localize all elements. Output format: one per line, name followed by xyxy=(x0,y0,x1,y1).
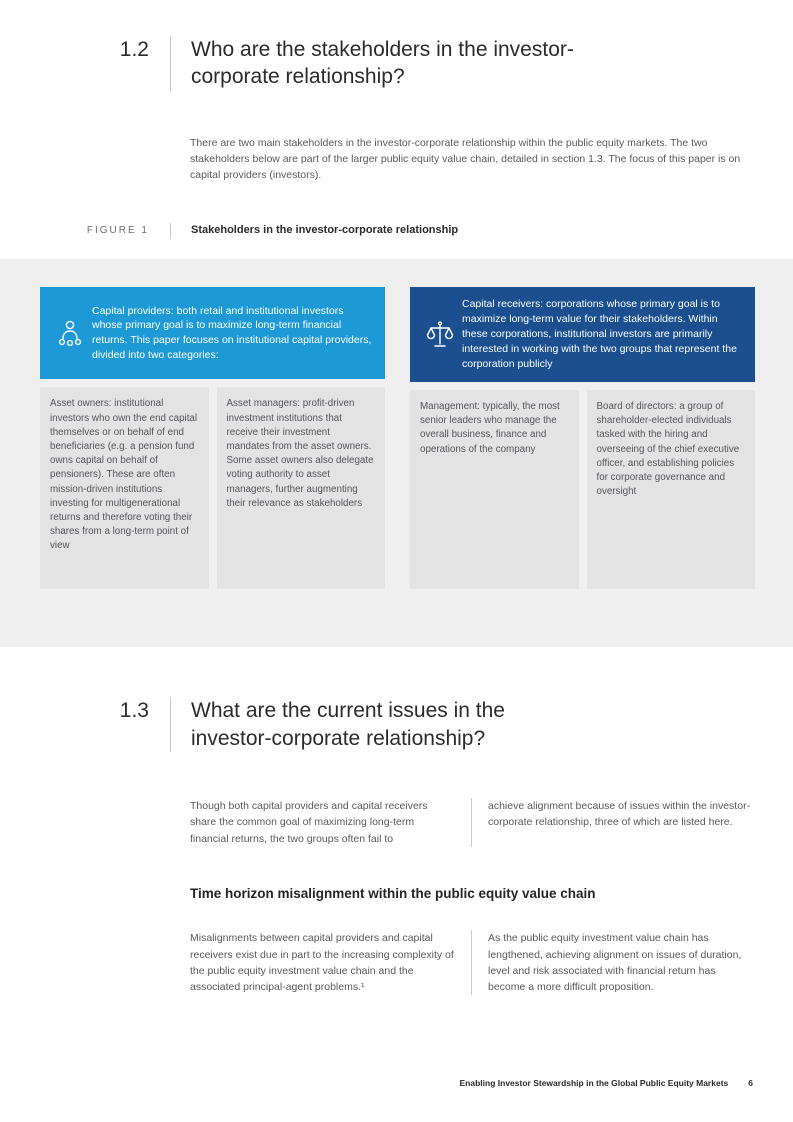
figure-1-caption: Stakeholders in the investor-corporate relationship xyxy=(170,223,458,239)
management-text: Management: typically, the most senior leaders who manage the overall business, finance and operations of the company xyxy=(420,400,560,455)
asset-owners-card xyxy=(40,387,209,589)
section-1-3-number: 1.3 xyxy=(119,699,149,723)
figure-1-caption-row xyxy=(0,223,793,239)
section-1-2-intro: There are two main stakeholders in the investor-corporate relationship within the public equity markets. The two stakeholders below are part of the larger public equity value chain, detailed in section 1.3. The focus of this paper is on capital providers (investors). xyxy=(190,136,741,182)
paragraph-right-column xyxy=(471,930,753,995)
intro-left-text: Though both capital providers and capital receivers share the common goal of maximizing long-term financial returns, the two groups often fail to xyxy=(190,799,428,845)
footer-report-title: Enabling Investor Stewardship in the Global Public Equity Markets xyxy=(459,1078,729,1088)
paragraph-left-column xyxy=(190,930,471,995)
section-1-2-number: 1.2 xyxy=(119,38,149,61)
board-of-directors-card xyxy=(587,390,756,589)
board-of-directors-text: Board of directors: a group of shareholder-elected individuals tasked with the hiring and overseeing of the chief executive officer, and establishing policies for corporate governance and oversight xyxy=(596,400,740,498)
capital-providers-text: Capital providers: both retail and institutional investors whose primary goal is to maximize long-term financial returns. This paper focuses on institutional capital providers, divided into two categories: xyxy=(92,304,372,362)
intro-left-column xyxy=(190,798,471,847)
balance-scales-icon xyxy=(418,319,462,351)
section-1-2-title: Who are the stakeholders in the investor-corporate relationship? xyxy=(170,36,590,91)
capital-providers-cards xyxy=(40,387,385,589)
time-horizon-heading: Time horizon misalignment within the public equity value chain xyxy=(190,885,596,901)
section-1-3-header xyxy=(0,697,793,752)
capital-receivers-column xyxy=(410,287,755,589)
section-1-2-header xyxy=(0,0,793,91)
asset-owners-text: Asset owners: institutional investors who own the end capital themselves or on behalf of end beneficiaries (e.g. a pension fund owns capital on behalf of pensioners). These are often mission-driven institutions investing for multigenerational returns and therefore voting their shares from a long-term point of view xyxy=(50,398,198,552)
capital-providers-column xyxy=(40,287,385,589)
investor-person-icon xyxy=(48,317,92,349)
section-1-3-title: What are the current issues in the investor-corporate relationship? xyxy=(170,697,590,752)
asset-managers-text: Asset managers: profit-driven investment institutions that receive their investment mandates from the asset owners. Some asset owners also delegate voting authority to asset managers, further augmenting their relevance as stakeholders xyxy=(226,398,374,509)
capital-receivers-text: Capital receivers: corporations whose primary goal is to maximize long-term value for their stakeholders. Within these corporations, institutional investors are primarily interested in working with the two groups that represent the corporation publicly xyxy=(462,298,737,371)
figure-1-label: FIGURE 1 xyxy=(86,225,149,237)
page-footer xyxy=(460,1078,753,1088)
asset-managers-card xyxy=(217,387,386,589)
paragraph-left-text: Misalignments between capital providers and capital receivers exist due in part to the increasing complexity of the public equity investment value chain and the associated principal-agent problems.¹ xyxy=(190,932,454,994)
capital-receivers-box xyxy=(410,287,755,382)
page-number: 6 xyxy=(748,1078,753,1088)
paragraph-right-text: As the public equity investment value chain has lengthened, achieving alignment on issues of duration, level and risk associated with financial return has become a more difficult proposition. xyxy=(488,932,742,994)
management-card xyxy=(410,390,579,589)
capital-receivers-cards xyxy=(410,390,755,589)
intro-right-column xyxy=(471,798,753,847)
intro-right-text: achieve alignment because of issues within the investor-corporate relationship, three of which are listed here. xyxy=(488,799,751,829)
figure-1 xyxy=(0,259,793,647)
section-1-3-intro xyxy=(190,798,753,847)
capital-providers-box xyxy=(40,287,385,379)
time-horizon-paragraphs xyxy=(190,930,753,995)
